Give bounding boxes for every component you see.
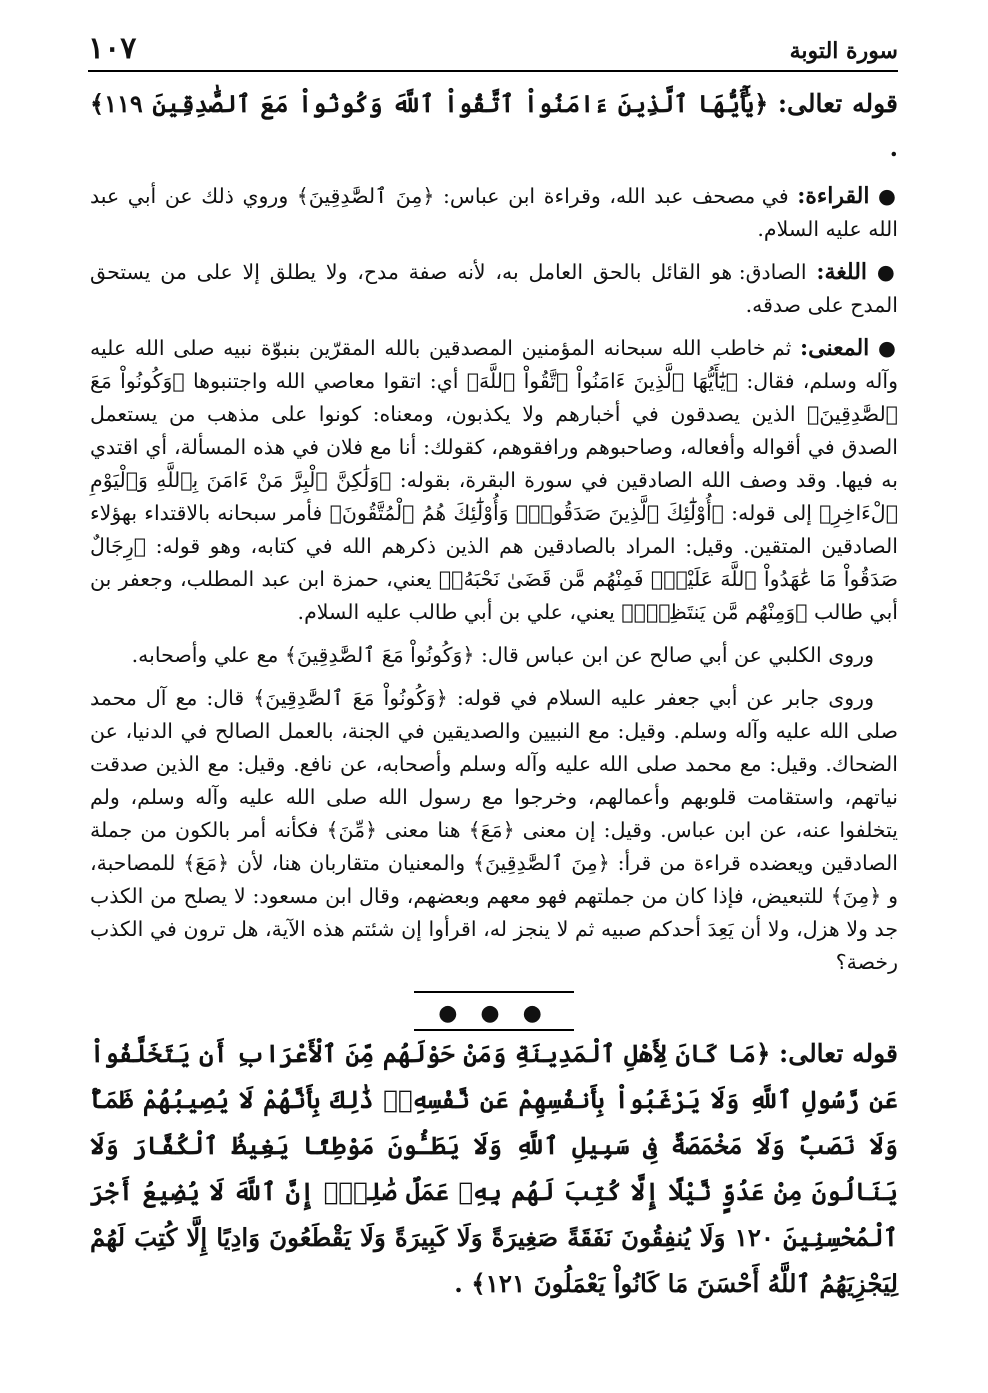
section-divider	[414, 991, 574, 1031]
section-qiraa	[90, 180, 898, 246]
section-term: اللغة:	[816, 259, 868, 285]
bullet-icon: ●	[876, 260, 899, 284]
section-text: في مصحف عبد الله، وقراءة ابن عباس: ﴿مِنَ ٱلصَّٰدِقِينَ﴾ وروي ذلك عن أبي عبد الله عليه السلام.	[90, 184, 898, 241]
divider-dots: ● ● ●	[438, 1001, 550, 1026]
section-text: الصادق: هو القائل بالحق العامل به، لأنه صفة مدح، ولا يطلق إلا على من يستحق المدح على صدقه.	[90, 260, 898, 317]
section-term: القراءة:	[797, 183, 870, 209]
surah-title: سورة التوبة	[789, 38, 898, 64]
divider-rule-bottom	[414, 1029, 574, 1031]
verse-text: ﴿يَٰٓأَيُّهَا ٱلَّذِينَ ءَامَنُواْ ٱتَّقُواْ ٱللَّهَ وَكُونُواْ مَعَ ٱلصَّٰدِقِينَ ١١٩﴾ .	[90, 89, 898, 162]
verse-label: قوله تعالى:	[777, 89, 899, 118]
page-number: ١٠٧	[88, 31, 137, 66]
bullet-icon: ●	[878, 184, 898, 208]
section-maana	[90, 332, 898, 629]
paragraph-kalbi: وروى الكلبي عن أبي صالح عن ابن عباس قال: ﴿وَكُونُواْ مَعَ ٱلصَّٰدِقِينَ﴾ مع علي وأصحابه.	[131, 643, 874, 667]
paragraph-jabir: وروى جابر عن أبي جعفر عليه السلام في قوله: ﴿وَكُونُواْ مَعَ ٱلصَّٰدِقِينَ﴾ قال: مع آل محمد صلى الله عليه وآله وسلم. وقيل: مع النبيين والصديقين في الجنة، بالعمل الصالح في الدنيا، عن الضحاك. وقيل: مع محمد صلى الله عليه وآله وسلم وأصحابه، عن نافع. وقيل: مع الذين صدقت نياتهم، واستقامت قلوبهم وأعمالهم، وخرجوا مع رسول الله صلى الله عليه وآله وسلم، ولم يتخلفوا عنه، عن ابن عباس. وقيل: إن معنى ﴿مَعَ﴾ هنا معنى ﴿مِّنَ﴾ فكأنه أمر بالكون من جملة الصادقين ويعضده قراءة من قرأ: ﴿مِنَ ٱلصَّٰدِقِينَ﴾ والمعنيان متقاربان هنا، لأن ﴿مَعَ﴾ للمصاحبة، و ﴿مِنَ﴾ للتبعيض، فإذا كان من جملتهم فهو معهم وبعضهم، وقال ابن مسعود: لا يصلح من الكذب جد ولا هزل، ولا أن يَعِدَ أحدكم صبيه ثم لا ينجز له، اقرأوا إن شئتم هذه الآية، هل ترون في الكذب رخصة؟	[90, 686, 898, 974]
verse-label: قوله تعالى:	[779, 1039, 898, 1068]
verse-119	[90, 82, 898, 170]
page-content	[90, 82, 898, 1317]
section-term: المعنى:	[800, 335, 870, 361]
bullet-icon: ●	[877, 336, 898, 360]
divider-rule-top	[414, 991, 574, 993]
section-lugha	[90, 256, 898, 322]
section-text: ثم خاطب الله سبحانه المؤمنين المصدقين بالله المقرّين بنبوّة نبيه صلى الله عليه وآله وسلم، فقال: ﴿يَٰٓأَيُّهَا ٱلَّذِينَ ءَامَنُواْ ٱتَّقُواْ ٱللَّهَ﴾ أي: اتقوا معاصي الله واجتنبوها ﴿وَكُونُواْ مَعَ ٱلصَّٰدِقِينَ﴾ الذين يصدقون في أخبارهم ولا يكذبون، ومعناه: كونوا على مذهب من يستعمل الصدق في أقواله وأفعاله، وصاحبوهم ورافقوهم، كقولك: أنا مع فلان في هذه المسألة، أي اقتدي به فيها. وقد وصف الله الصادقين في سورة البقرة، بقوله: ﴿وَلَٰكِنَّ ٱلْبِرَّ مَنْ ءَامَنَ بِٱللَّهِ وَٱلْيَوْمِ ٱلْءَاخِرِ﴾ إلى قوله: ﴿أُوْلَٰٓئِكَ ٱلَّذِينَ صَدَقُواْۖ وَأُوْلَٰٓئِكَ هُمُ ٱلْمُتَّقُونَ﴾ فأمر سبحانه بالاقتداء بهؤلاء الصادقين المتقين. وقيل: المراد بالصادقين هم الذين ذكرهم الله في كتابه، وهو قوله: ﴿رِجَالٌ صَدَقُواْ مَا عَٰهَدُواْ ٱللَّهَ عَلَيْهِۖ فَمِنْهُم مَّن قَضَىٰ نَحْبَهُۥ﴾ يعني، حمزة ابن عبد المطلب، وجعفر بن أبي طالب ﴿وَمِنْهُم مَّن يَنتَظِرُۖ﴾ يعني، علي بن أبي طالب عليه السلام.	[90, 336, 898, 624]
verse-text: ﴿مَا كَانَ لِأَهْلِ ٱلْمَدِينَةِ وَمَنْ حَوْلَهُم مِّنَ ٱلْأَعْرَابِ أَن يَتَخَلَّفُواْ عَن رَّسُولِ ٱللَّهِ وَلَا يَرْغَبُواْ بِأَنفُسِهِمْ عَن نَّفْسِهِۦۚ ذَٰلِكَ بِأَنَّهُمْ لَا يُصِيبُهُمْ ظَمَأٌ وَلَا نَصَبٌ وَلَا مَخْمَصَةٌ فِى سَبِيلِ ٱللَّهِ وَلَا يَطَـُٔونَ مَوْطِئًا يَغِيظُ ٱلْكُفَّارَ وَلَا يَنَالُونَ مِنْ عَدُوٍّ نَّيْلًا إِلَّا كُتِبَ لَهُم بِهِۦ عَمَلٌ صَٰلِحٌۚ إِنَّ ٱللَّهَ لَا يُضِيعُ أَجْرَ ٱلْمُحْسِنِينَ ١٢٠ وَلَا يُنفِقُونَ نَفَقَةً صَغِيرَةً وَلَا كَبِيرَةً وَلَا يَقْطَعُونَ وَادِيًا إِلَّا كُتِبَ لَهُمْ لِيَجْزِيَهُمُ ٱللَّهُ أَحْسَنَ مَا كَانُواْ يَعْمَلُونَ ١٢١﴾ .	[90, 1039, 898, 1298]
page-header	[88, 30, 898, 72]
verse-120-121	[90, 1031, 898, 1307]
